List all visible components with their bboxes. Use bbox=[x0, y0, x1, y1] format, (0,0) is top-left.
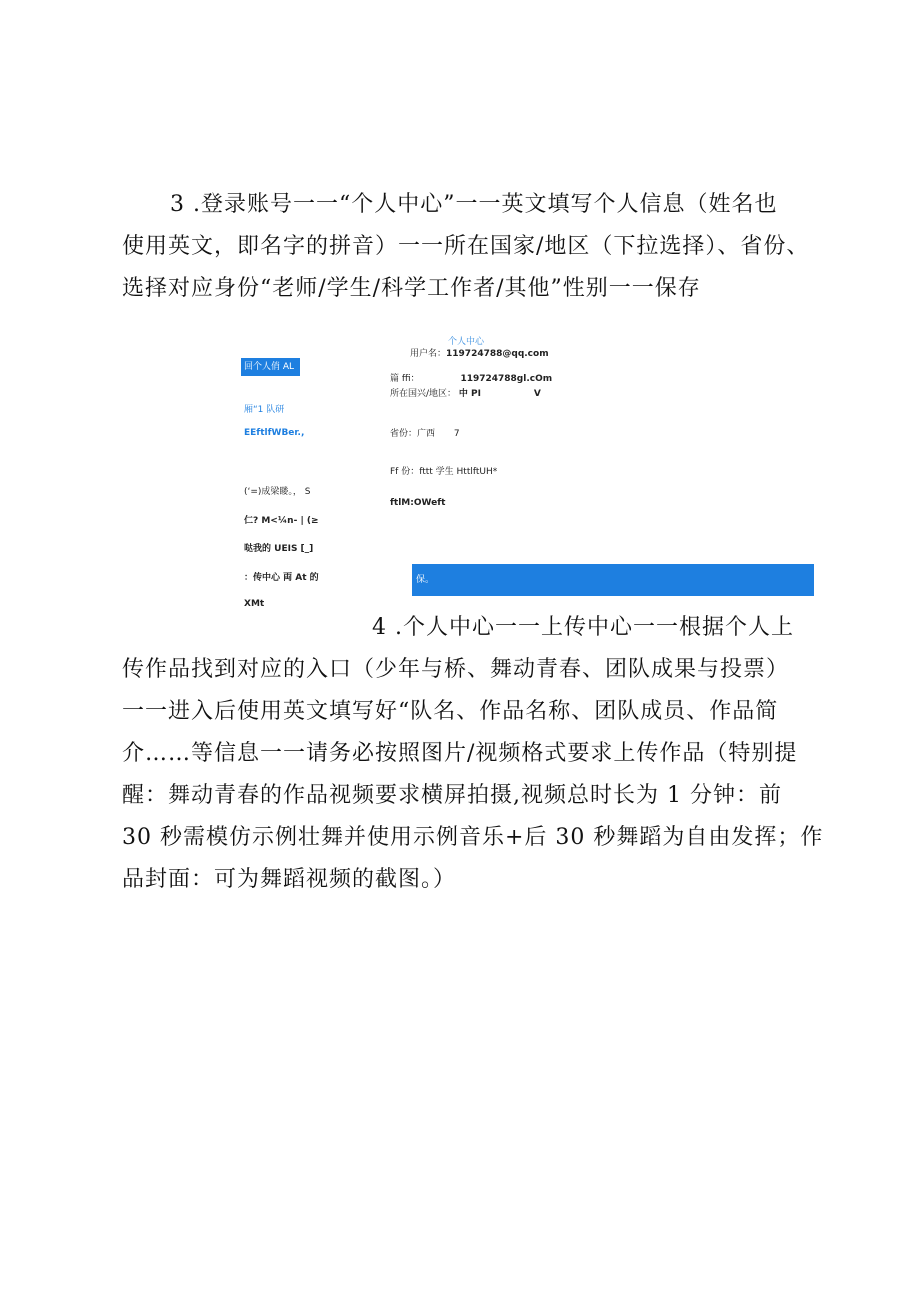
username-label: 用户名： bbox=[410, 349, 447, 359]
sidebar-item-personal-info[interactable]: 回个人俏 AL bbox=[241, 358, 300, 376]
identity-options[interactable]: fttt 学生 HttlftUH* bbox=[419, 467, 498, 477]
step3-paragraph bbox=[122, 184, 812, 310]
step4-line-6: 30 秒需模仿示例壮舞并使用示例音乐+后 30 秒舞蹈为自由发挥；作 bbox=[122, 825, 824, 850]
country-select[interactable]: 中 PI bbox=[458, 389, 482, 399]
sidebar-item-4[interactable]: 仁? M<¼n- | (≥ bbox=[244, 516, 319, 526]
sidebar-item-3[interactable]: (‘=)成梁䁖。， S bbox=[244, 487, 311, 497]
username-row bbox=[410, 346, 549, 359]
email-label: 篇 ffi： bbox=[390, 374, 420, 384]
sidebar-item-5[interactable]: 哒我的 UEIS [_] bbox=[244, 544, 314, 554]
step4-line-5: 醒：舞动青春的作品视频要求横屏拍摄,视频总时长为 1 分钟：前 bbox=[122, 783, 782, 808]
step4-line-4: 介……等信息一一请务必按照图片/视频格式要求上传作品（特别提 bbox=[122, 741, 798, 766]
profile-screenshot-figure bbox=[236, 330, 816, 610]
gender-options[interactable]: ftlM:OWeft bbox=[390, 498, 446, 508]
country-dropdown-icon[interactable]: V bbox=[533, 389, 541, 399]
save-button[interactable]: 保。 bbox=[412, 564, 814, 596]
step3-line-2: 使用英文，即名字的拼音）一一所在国家/地区（下拉选择）、省份、 bbox=[122, 234, 810, 259]
province-label: 省份： bbox=[390, 429, 418, 439]
province-dropdown-icon[interactable]: 7 bbox=[453, 429, 460, 439]
step4-line-2: 传作品找到对应的入口（少年与桥、舞动青春、团队成果与投票） bbox=[122, 657, 790, 682]
email-value[interactable]: 119724788gl.cOm bbox=[460, 374, 553, 384]
province-select[interactable]: 广西 bbox=[417, 429, 436, 439]
step3-line-3: 选择对应身份“老师/学生/科学工作者/其他”性别一一保存 bbox=[122, 276, 701, 301]
email-row bbox=[390, 371, 552, 384]
identity-label: Ff 份： bbox=[390, 467, 420, 477]
sidebar-item-1[interactable]: 厢“1 队研 bbox=[244, 405, 285, 415]
step4-line-7: 品封面：可为舞蹈视频的截图。） bbox=[122, 867, 457, 892]
step4-line-1: 4 .个人中心一一上传中心一一根据个人上 bbox=[372, 615, 794, 640]
country-row bbox=[390, 386, 541, 399]
sidebar-item-7[interactable]: XMt bbox=[244, 599, 265, 609]
step3-line-1: 3 .登录账号一一“个人中心”一一英文填写个人信息（姓名也 bbox=[170, 192, 778, 217]
country-label: 所在国兴/地区： bbox=[390, 389, 457, 399]
identity-row bbox=[390, 464, 497, 477]
sidebar-item-upload-center[interactable]: ：传中心 両 At 的 bbox=[244, 573, 319, 583]
username-value: 119724788@qq.com bbox=[446, 349, 549, 359]
gender-row bbox=[390, 498, 445, 508]
step4-line-3: 一一进入后使用英文填写好“队名、作品名称、团队成员、作品简 bbox=[122, 699, 779, 724]
sidebar-item-2[interactable]: EEftlfWBer., bbox=[244, 428, 305, 438]
step4-paragraph bbox=[122, 607, 824, 901]
province-row bbox=[390, 426, 460, 439]
figure-title: 个人中心 bbox=[448, 337, 485, 347]
